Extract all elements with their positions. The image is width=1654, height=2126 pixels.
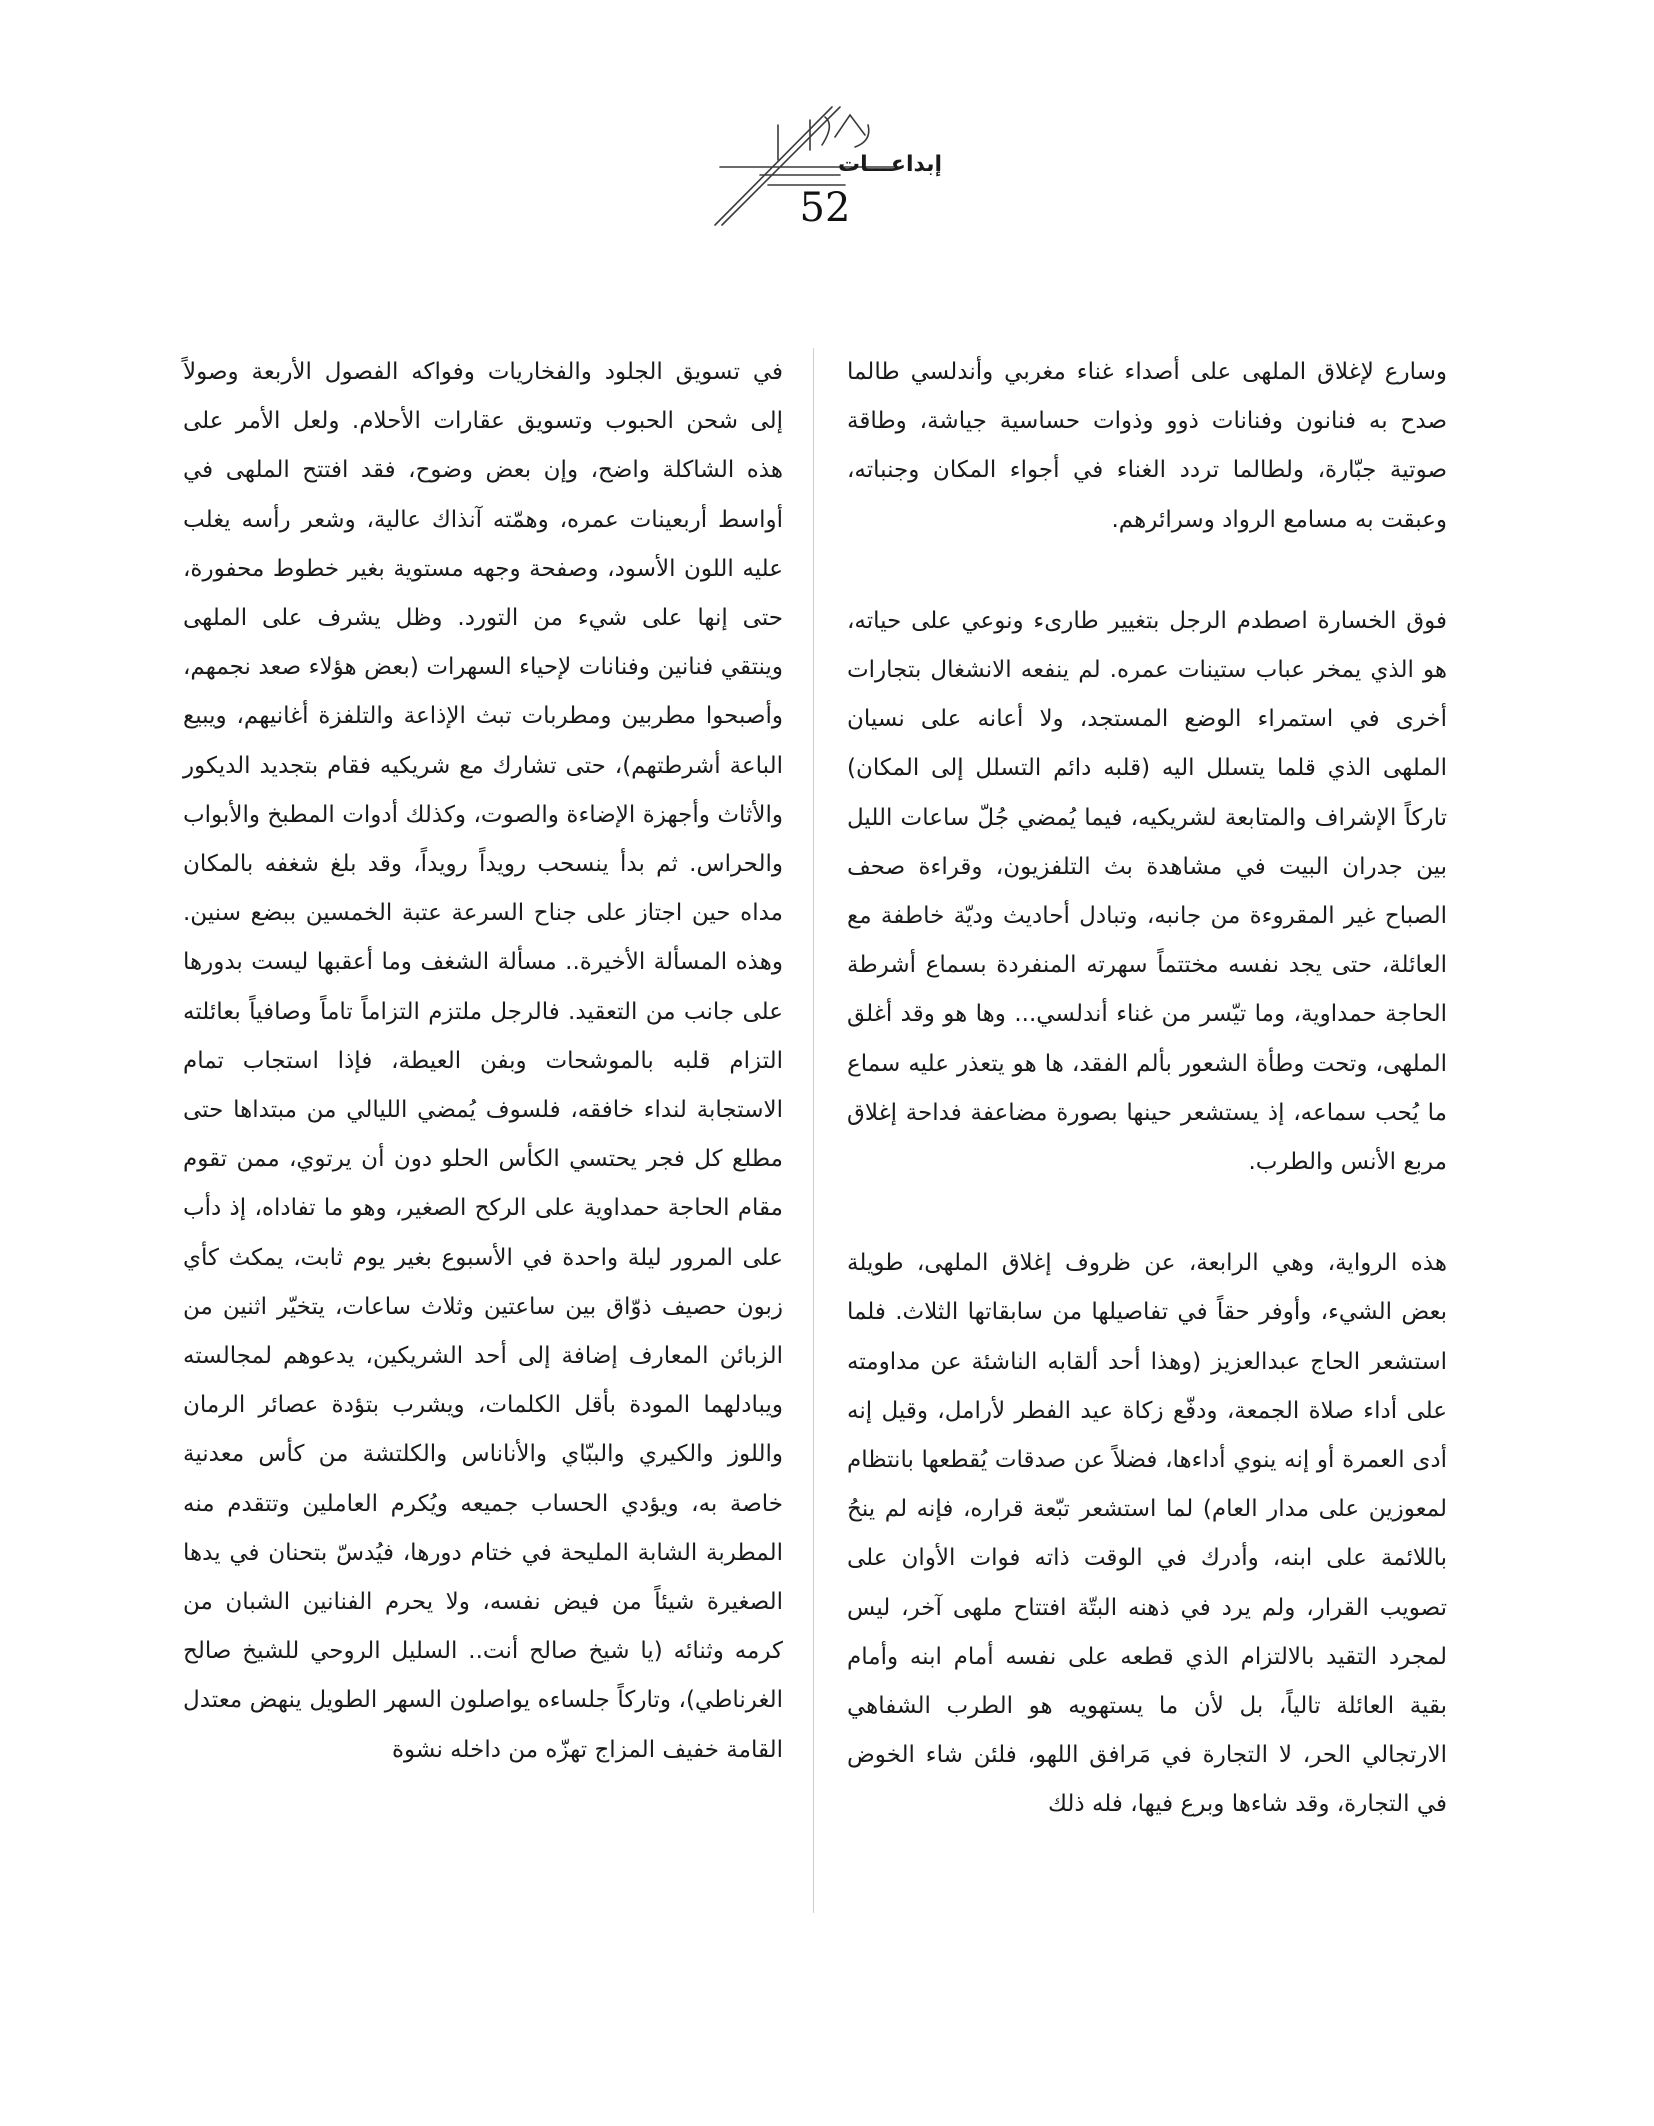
page-number: 52 (799, 185, 851, 231)
section-label: إبداعـــات (837, 152, 942, 177)
paragraph: في تسويق الجلود والفخاريات وفواكه الفصول الأربعة وصولاً إلى شحن الحبوب وتسويق عقارات الأحلام. ولعل الأمر على هذه الشاكلة واضح، وإن بعض وضوح، فقد افتتح الملهى في أواسط أربعينات عمره، وهمّته آنذاك عالية، وشعر رأسه يغلب عليه اللون الأسود، وصفحة وجهه مستوية بغير خطوط محفورة، حتى إنها على شيء من التورد. وظل يشرف على الملهى وينتقي فنانين وفنانات لإحياء السهرات (بعض هؤلاء صعد نجمهم، وأصبحوا مطربين ومطربات تبث الإذاعة والتلفزة أغانيهم، ويبيع الباعة أشرطتهم)، حتى تشارك مع شريكيه فقام بتجديد الديكور والأثاث وأجهزة الإضاءة والصوت، وكذلك أدوات المطبخ والأبواب والحراس. ثم بدأ ينسحب رويداً رويداً، وقد بلغ شغفه بالمكان مداه حين اجتاز على جناح السرعة عتبة الخمسين ببضع سنين. وهذه المسألة الأخيرة.. مسألة الشغف وما أعقبها ليست بدورها على جانب من التعقيد. فالرجل ملتزم التزاماً تاماً وصافياً بعائلته التزام قلبه بالموشحات وبفن العيطة، فإذا استجاب تمام الاستجابة لنداء خافقه، فلسوف يُمضي الليالي من مبتداها حتى مطلع كل فجر يحتسي الكأس الحلو دون أن يرتوي، ممن تقوم مقام الحاجة حمداوية على الركح الصغير، وهو ما تفاداه، إذ دأب على المرور ليلة واحدة في الأسبوع بغير يوم ثابت، يمكث كأي زبون حصيف ذوّاق بين ساعتين وثلاث ساعات، يتخيّر اثنين من الزبائن المعارف إضافة إلى أحد الشريكين، يدعوهم لمجالسته ويبادلهما المودة بأقل الكلمات، ويشرب بتؤدة عصائر الرمان واللوز والكيري والببّاي والأناناس والكلتشة من كأس معدنية خاصة به، ويؤدي الحساب جميعه ويُكرم العاملين وتتقدم منه المطربة الشابة المليحة في ختام دورها، فيُدسّ بتحنان في يدها الصغيرة شيئاً من فيض نفسه، ولا يحرم الفنانين الشبان من كرمه وثنائه (يا شيخ صالح أنت.. السليل الروحي للشيخ صالح الغرناطي)، وتاركاً جلساءه يواصلون السهر الطويل ينهض معتدل القامة خفيف المزاج تهزّه من داخله نشوة (183, 359, 783, 1763)
paragraph: فوق الخسارة اصطدم الرجل بتغيير طارىء ونوعي على حياته، هو الذي يمخر عباب ستينات عمره. لم ينفعه الانشغال بتجارات أخرى في استمراء الوضع المستجد، ولا أعانه على نسيان الملهى الذي قلما يتسلل اليه (قلبه دائم التسلل إلى المكان) تاركاً الإشراف والمتابعة لشريكيه، فيما يُمضي جُلّ ساعات الليل بين جدران البيت في مشاهدة بث التلفزيون، وقراءة صحف الصباح غير المقروءة من جانبه، وتبادل أحاديث وديّة خاطفة مع العائلة، حتى يجد نفسه مختتماً سهرته المنفردة بسماع أشرطة الحاجة حمداوية، وما تيّسر من غناء أندلسي... وها هو وقد أغلق الملهى، وتحت وطأة الشعور بألم الفقد، ها هو يتعذر عليه سماع ما يُحب سماعه، إذ يستشعر حينها بصورة مضاعفة فداحة إغلاق مربع الأنس والطرب. (847, 607, 1447, 1176)
column-divider (813, 348, 814, 1913)
paragraph: هذه الرواية، وهي الرابعة، عن ظروف إغلاق الملهى، طويلة بعض الشيء، وأوفر حقاً في تفاصيلها من سابقاتها الثلاث. فلما استشعر الحاج عبدالعزيز (وهذا أحد ألقابه الناشئة عن مداومته على أداء صلاة الجمعة، ودفّع زكاة عيد الفطر لأرامل، وقيل إنه أدى العمرة أو إنه ينوي أداءها، فضلاً عن صدقات يُقطعها بانتظام لمعوزين على مدار العام) لما استشعر تبّعة قراره، فإنه لم ينحُ باللائمة على ابنه، وأدرك في الوقت ذاته فوات الأوان على تصويب القرار، ولم يرد في ذهنه البتّة افتتاح ملهى آخر، ليس لمجرد التقيد بالالتزام الذي قطعه على نفسه أمام ابنه وأمام بقية العائلة تالياً، بل لأن ما يستهويه هو الطرب الشفاهي الارتجالي الحر، لا التجارة في مَرافق اللهو، فلئن شاء الخوض في التجارة، وقد شاءها وبرع فيها، فله ذلك (847, 1250, 1447, 1818)
article-right-column (847, 348, 1447, 1830)
article-left-column (183, 348, 783, 1775)
paragraph: وسارع لإغلاق الملهى على أصداء غناء مغربي وأندلسي طالما صدح به فنانون وفنانات ذوو وذوات حساسية جياشة، وطاقة صوتية جبّارة، ولطالما تردد الغناء في أجواء المكان وجنباته، وعبقت به مسامع الرواد وسرائرهم. (847, 359, 1447, 533)
